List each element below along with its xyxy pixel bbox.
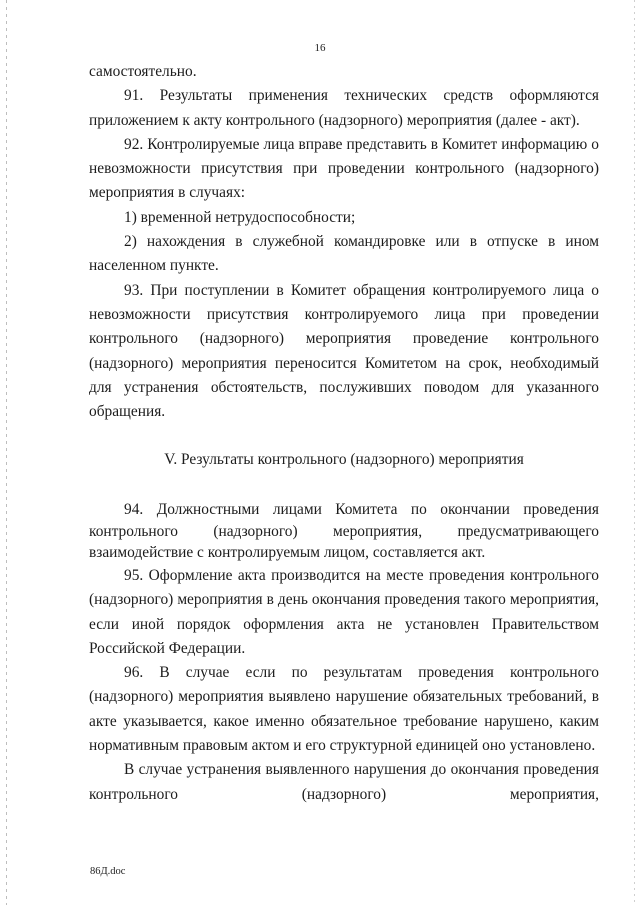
page-number: 16	[314, 42, 326, 54]
paragraph-96: 96. В случае если по результатам проведения контрольного (надзорного) мероприятия выявлено нарушение обязательных требований, в акте указывается, какое именно обязательное требование нарушено, каким нормативным правовым актом и его структурной единицей оно установлено.	[89, 664, 599, 755]
list-item-2: 2) нахождения в служебной командировке или в отпуске в ином населенном пункте.	[89, 233, 599, 275]
paragraph-96-continuation: В случае устранения выявленного нарушения до окончания проведения контрольного (надзорного) мероприятия,	[89, 761, 599, 803]
footer-filename: 86Д.doc	[90, 866, 126, 877]
paragraph-93: 93. При поступлении в Комитет обращения контролируемого лица о невозможности присутствия контролируемого лица при проведении контрольного (надзорного) мероприятия проведение контрольного (надзорного) мероприятия переносится Комитетом на срок, необходимый для устранения обстоятельств, послуживших поводом для указанного обращения.	[89, 281, 599, 421]
paragraph-95: 95. Оформление акта производится на месте проведения контрольного (надзорного) мероприятия в день окончания проведения такого мероприятия, если иной порядок оформления акта не установлен Правительством Российской Федерации.	[89, 566, 599, 657]
page-edge-left	[6, 0, 7, 905]
document-body	[89, 60, 599, 807]
list-item-1: 1) временной нетрудоспособности;	[124, 208, 356, 226]
paragraph-continuation: самостоятельно.	[89, 63, 197, 80]
page-edge-right	[634, 0, 635, 905]
paragraph-94: 94. Должностными лицами Комитета по окончании проведения контрольного (надзорного) мероприятия, предусматривающего взаимодействие с контролируемым лицом, составляется акт.	[89, 501, 599, 562]
paragraph-91: 91. Результаты применения технических средств оформляются приложением к акту контрольного (надзорного) мероприятия (далее - акт).	[89, 87, 599, 129]
paragraph-92: 92. Контролируемые лица вправе представить в Комитет информацию о невозможности присутствия при проведении контрольного (надзорного) мероприятия в случаях:	[89, 135, 599, 202]
section-heading: V. Результаты контрольного (надзорного) мероприятия	[164, 451, 524, 469]
